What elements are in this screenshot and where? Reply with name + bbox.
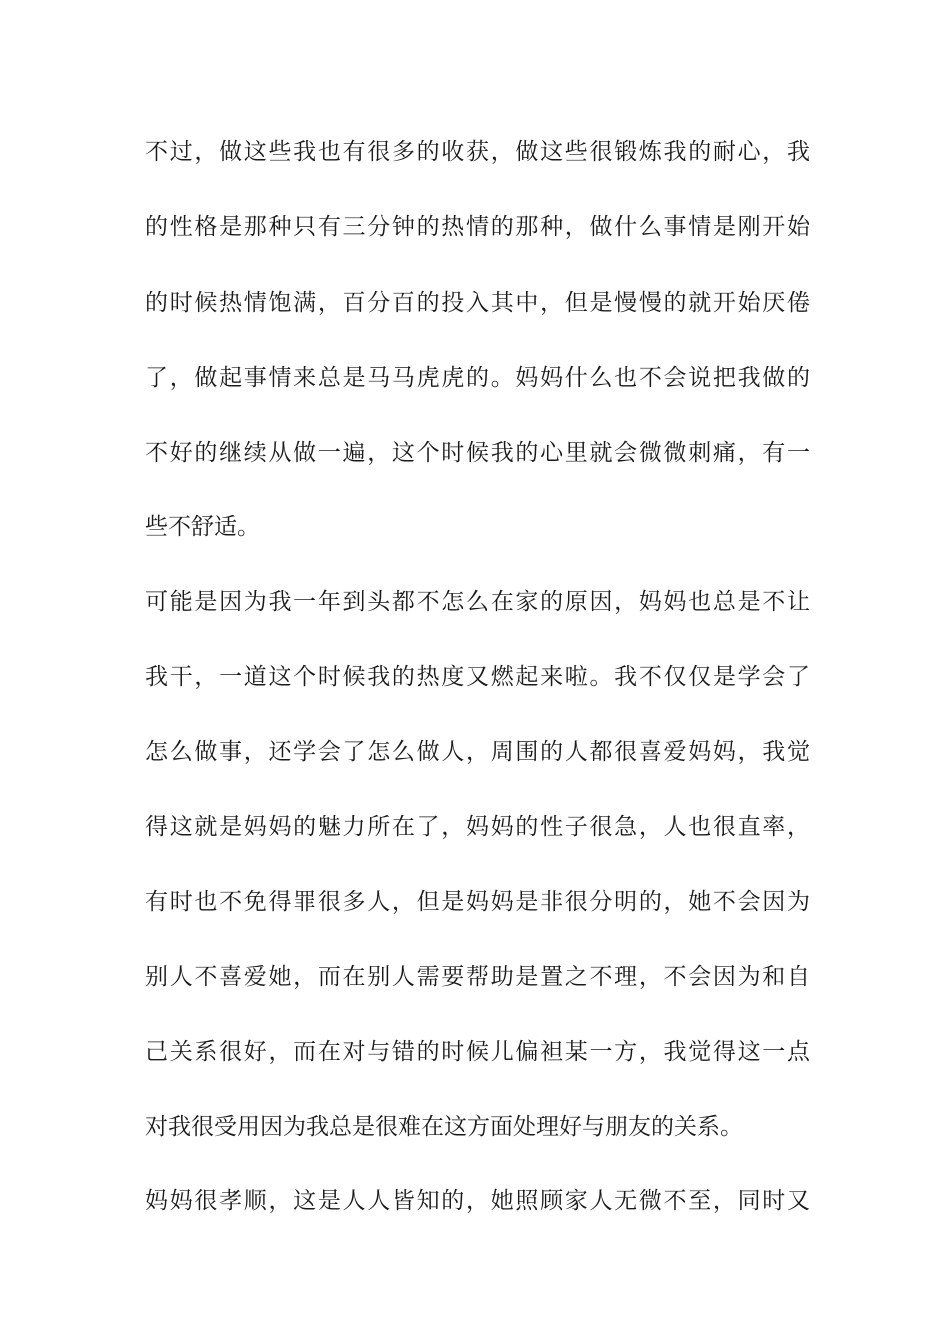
text-line: 可能是因为我一年到头都不怎么在家的原因，妈妈也总是不让 (145, 589, 810, 615)
text-line: 得这就是妈妈的魅力所在了，妈妈的性子很急，人也很直率， (145, 814, 810, 840)
text-line: 我干，一道这个时候我的热度又燃起来啦。我不仅仅是学会了 (145, 664, 810, 690)
text-line: 的性格是那种只有三分钟的热情的那种，做什么事情是刚开始 (145, 214, 810, 240)
text-line: 别人不喜爱她，而在别人需要帮助是置之不理，不会因为和自 (145, 964, 810, 990)
text-line: 不好的继续从做一遍，这个时候我的心里就会微微刺痛，有一 (145, 440, 810, 466)
text-line: 妈妈很孝顺，这是人人皆知的，她照顾家人无微不至，同时又 (145, 1188, 810, 1214)
text-line: 了，做起事情来总是马马虎虎的。妈妈什么也不会说把我做的 (145, 365, 810, 391)
text-line: 的时候热情饱满，百分百的投入其中，但是慢慢的就开始厌倦 (145, 290, 810, 316)
text-line: 己关系很好，而在对与错的时候儿偏袒某一方，我觉得这一点 (145, 1039, 810, 1065)
text-line: 怎么做事，还学会了怎么做人，周围的人都很喜爱妈妈，我觉 (145, 739, 810, 765)
text-line: 有时也不免得罪很多人，但是妈妈是非很分明的，她不会因为 (145, 889, 810, 915)
text-line: 对我很受用因为我总是很难在这方面处理好与朋友的关系。 (145, 1114, 743, 1140)
text-line: 不过，做这些我也有很多的收获，做这些很锻炼我的耐心，我 (145, 139, 810, 165)
text-line: 些不舒适。 (145, 514, 260, 540)
